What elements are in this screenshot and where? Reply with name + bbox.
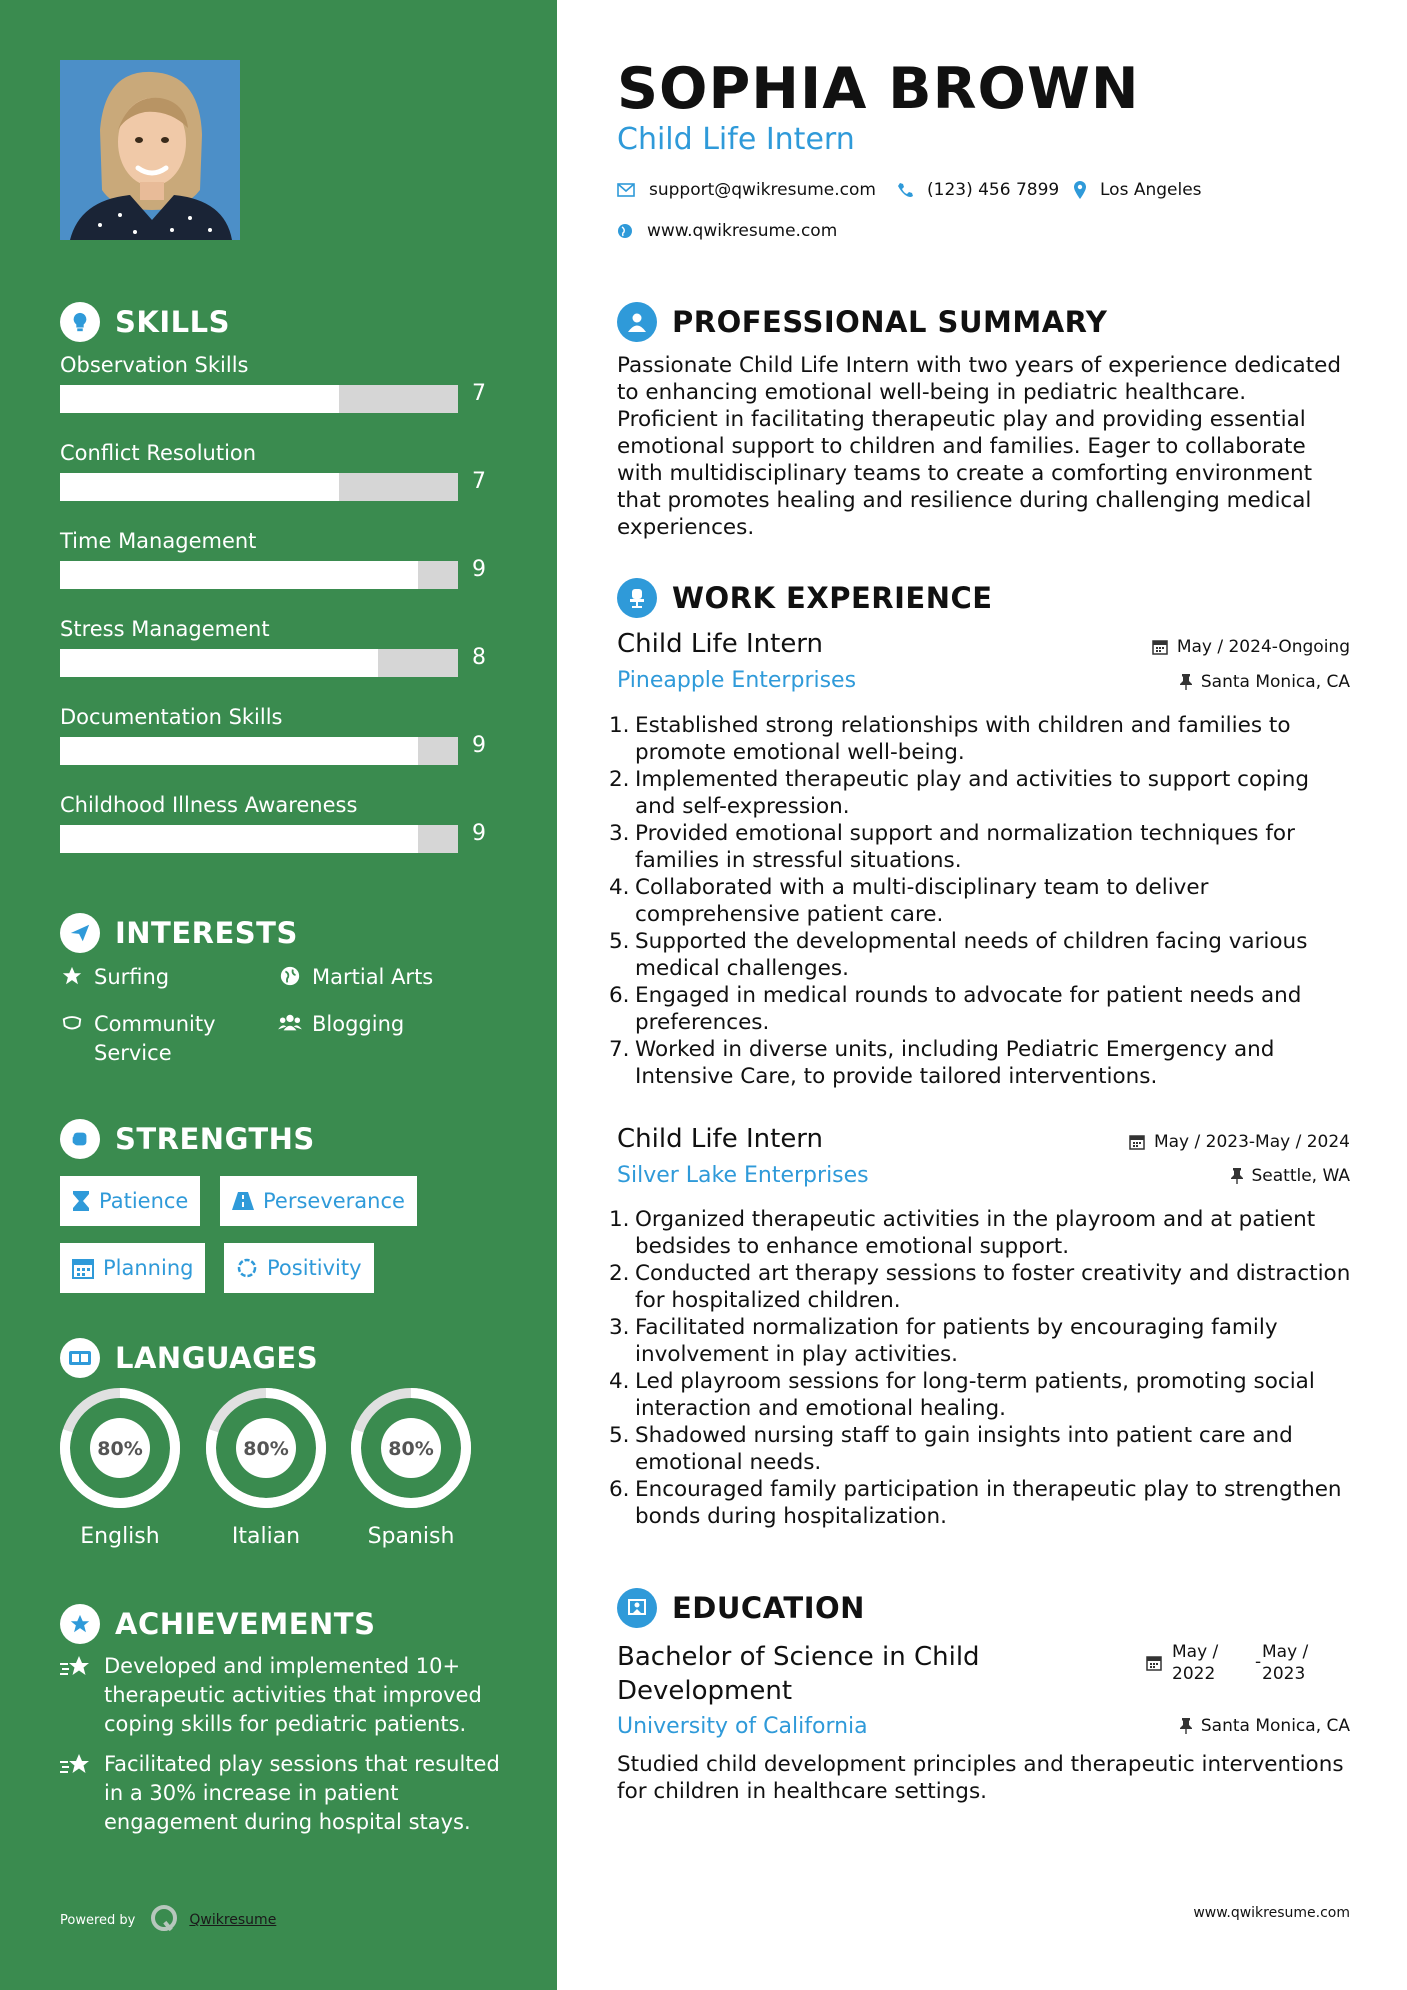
skill-bar-fill: [60, 737, 418, 765]
language-item: [204, 1386, 328, 1549]
contact-website[interactable]: [617, 221, 837, 241]
job-bullets: [609, 1206, 1352, 1530]
location-text: Los Angeles: [1100, 180, 1202, 200]
edu-date-start: May / 2022: [1172, 1642, 1219, 1684]
skill-value: 9: [472, 821, 486, 846]
interest-label: Community Service: [94, 1012, 216, 1065]
achievement-text: Developed and implemented 10+ therapeutic activities that improved coping skills for pediatric patients.: [104, 1654, 482, 1736]
website-text: www.qwikresume.com: [647, 221, 838, 241]
users-icon: [278, 1010, 302, 1034]
skill-name: Observation Skills: [60, 353, 249, 377]
job-location: [1231, 1166, 1351, 1186]
education-title: EDUCATION: [672, 1591, 865, 1625]
skill-name: Time Management: [60, 529, 257, 553]
skill-value: 8: [472, 645, 486, 670]
interests-heading: [60, 913, 298, 953]
skill-item: [60, 617, 500, 670]
sidebar: [0, 0, 557, 1990]
interest-label: Martial Arts: [312, 965, 434, 989]
strength-patience: [60, 1176, 200, 1226]
list-item: 3. Provided emotional support and normalization techniques for families in stressful situations.: [609, 821, 1295, 873]
achievements-title: ACHIEVEMENTS: [115, 1607, 376, 1641]
list-item: 6. Encouraged family participation in therapeutic play to strengthen bonds during hospitalization.: [609, 1477, 1342, 1529]
phone-icon: [897, 182, 913, 198]
language-name: English: [80, 1524, 160, 1549]
skill-value: 9: [472, 733, 486, 758]
calendar-icon: [1152, 639, 1168, 655]
skill-name: Childhood Illness Awareness: [60, 793, 358, 817]
language-ring: [58, 1386, 182, 1510]
qwikresume-link[interactable]: Qwikresume: [189, 1912, 277, 1928]
skill-name: Documentation Skills: [60, 705, 283, 729]
map-marker-icon: [1074, 181, 1086, 199]
paper-plane-icon: [60, 913, 100, 953]
job-bullets: [609, 712, 1352, 1090]
skill-item: [60, 705, 500, 758]
pushpin-icon: [1180, 674, 1192, 690]
calendar-icon: [72, 1257, 94, 1279]
degree-title: [617, 1640, 980, 1708]
skill-item: [60, 353, 500, 406]
list-item: 2. Conducted art therapy sessions to foster creativity and distraction for hospitalized children.: [609, 1261, 1351, 1313]
skill-bar: [60, 385, 458, 413]
strength-planning: [60, 1243, 205, 1293]
edu-date-separator: -: [1255, 1652, 1262, 1672]
star-icon: [60, 963, 84, 987]
education-description: Studied child development principles and therapeutic interventions for children in healthcare settings.: [617, 1752, 1344, 1804]
calendar-icon: [1129, 1134, 1145, 1150]
interests-title: INTERESTS: [115, 916, 298, 950]
strength-label: Planning: [103, 1256, 194, 1280]
skills-title: SKILLS: [115, 305, 230, 339]
list-item: 7. Worked in diverse units, including Pediatric Emergency and Intensive Care, to provide tailored interventions.: [609, 1037, 1275, 1089]
achievement-item: [60, 1652, 510, 1739]
shooting-star-icon: [60, 1652, 92, 1739]
skill-item: [60, 441, 500, 494]
job-location-text: Seattle, WA: [1251, 1166, 1350, 1186]
skills-heading: [60, 302, 230, 342]
degree-line: Development: [617, 1676, 793, 1706]
interest-label: Surfing: [94, 965, 170, 989]
lightbulb-icon: [60, 302, 100, 342]
globe-icon: [617, 223, 633, 239]
job-location: [1180, 672, 1350, 692]
fist-icon: [60, 1119, 100, 1159]
candidate-name: SOPHIA BROWN: [617, 56, 1140, 122]
job-date-text: May / 2024-Ongoing: [1176, 637, 1350, 657]
summary-title: PROFESSIONAL SUMMARY: [672, 305, 1108, 339]
star-badge-icon: [60, 1604, 100, 1644]
hourglass-icon: [72, 1190, 90, 1212]
language-icon: [60, 1338, 100, 1378]
globe-icon: [278, 963, 302, 987]
job-company: Silver Lake Enterprises: [617, 1163, 869, 1188]
contact-email[interactable]: [617, 180, 876, 200]
skill-item: [60, 793, 500, 846]
skill-name: Stress Management: [60, 617, 270, 641]
job-location-text: Santa Monica, CA: [1200, 672, 1350, 692]
job-date-text: May / 2023-May / 2024: [1153, 1132, 1350, 1152]
strengths-heading: [60, 1119, 315, 1159]
language-name: Italian: [231, 1524, 301, 1549]
skill-value: 7: [472, 469, 486, 494]
graduation-icon: [617, 1588, 657, 1628]
school-name: University of California: [617, 1714, 868, 1739]
envelope-icon: [617, 183, 635, 197]
shooting-star-icon: [60, 1750, 92, 1837]
education-heading: [617, 1588, 865, 1628]
job-title: Child Life Intern: [617, 629, 824, 659]
language-name: Spanish: [367, 1524, 455, 1549]
profile-photo: [60, 60, 240, 240]
skill-bar-fill: [60, 825, 418, 853]
candidate-role: Child Life Intern: [617, 122, 855, 157]
strengths-title: STRENGTHS: [115, 1122, 315, 1156]
circle-notch-icon: [236, 1257, 258, 1279]
job-date: [1152, 637, 1350, 657]
strength-label: Perseverance: [263, 1189, 405, 1213]
skill-bar: [60, 649, 458, 677]
list-item: 4. Collaborated with a multi-disciplinary team to deliver comprehensive patient care.: [609, 875, 1209, 927]
interest-item: [60, 963, 260, 992]
skill-bar: [60, 561, 458, 589]
degree-line: Bachelor of Science in Child: [617, 1642, 980, 1672]
experience-heading: [617, 578, 993, 618]
job-company: Pineapple Enterprises: [617, 668, 857, 693]
phone-text: (123) 456 7899: [927, 180, 1060, 200]
skill-bar: [60, 825, 458, 853]
language-ring: [204, 1386, 328, 1510]
skill-name: Conflict Resolution: [60, 441, 257, 465]
summary-heading: [617, 302, 1107, 342]
achievement-item: [60, 1750, 510, 1837]
language-item: [58, 1386, 182, 1549]
skill-value: 9: [472, 557, 486, 582]
list-item: 5. Supported the developmental needs of children facing various medical challenges.: [609, 929, 1308, 981]
strength-label: Positivity: [267, 1256, 362, 1280]
language-percent: 80%: [97, 1438, 143, 1460]
road-icon: [232, 1191, 254, 1211]
strength-perseverance: [220, 1176, 417, 1226]
briefcase-chair-icon: [617, 578, 657, 618]
pushpin-icon: [1180, 1718, 1192, 1734]
list-item: 1. Established strong relationships with children and families to promote emotional well-being.: [609, 713, 1291, 765]
summary-text: Passionate Child Life Intern with two years of experience dedicated to enhancing emotional well-being in pediatric healthcare. Proficient in facilitating therapeutic play and providing essential emotional support to children and families. Eager to collaborate with multidisciplinary teams to create a comforting environment that promotes healing and resilience during challenging medical experiences.: [617, 353, 1341, 540]
job-title: Child Life Intern: [617, 1124, 824, 1154]
language-percent: 80%: [243, 1438, 289, 1460]
qwikresume-logo-icon: [149, 1903, 179, 1937]
email-text: support@qwikresume.com: [649, 180, 876, 200]
edu-location-text: Santa Monica, CA: [1200, 1716, 1350, 1736]
pushpin-icon: [1231, 1168, 1243, 1184]
achievement-text: Facilitated play sessions that resulted in a 30% increase in patient engagement during hospital stays.: [104, 1752, 500, 1834]
skill-bar: [60, 473, 458, 501]
language-item: [349, 1386, 473, 1549]
languages-title: LANGUAGES: [115, 1341, 319, 1375]
footer-url[interactable]: www.qwikresume.com: [1193, 1905, 1350, 1921]
list-item: 2. Implemented therapeutic play and activities to support coping and self-expression.: [609, 767, 1309, 819]
languages-heading: [60, 1338, 318, 1378]
language-ring: [349, 1386, 473, 1510]
interest-label: Blogging: [312, 1012, 405, 1036]
list-item: 3. Facilitated normalization for patients by encouraging family involvement in play activities.: [609, 1315, 1278, 1367]
list-item: 4. Led playroom sessions for long-term patients, promoting social interaction and emotional healing.: [609, 1369, 1315, 1421]
edu-calendar-icon: [1146, 1655, 1162, 1675]
language-percent: 80%: [388, 1438, 434, 1460]
user-icon: [617, 302, 657, 342]
edu-date-end: May / 2023: [1262, 1642, 1309, 1684]
powered-by-label: Powered by: [60, 1912, 136, 1928]
list-item: 5. Shadowed nursing staff to gain insights into patient care and emotional needs.: [609, 1423, 1293, 1475]
skill-bar-fill: [60, 649, 378, 677]
skill-bar-fill: [60, 473, 339, 501]
skill-value: 7: [472, 381, 486, 406]
handshake-icon: [60, 1010, 84, 1034]
list-item: 1. Organized therapeutic activities in the playroom and at patient bedsides to enhance emotional support.: [609, 1207, 1316, 1259]
achievements-heading: [60, 1604, 375, 1644]
edu-location: [1180, 1716, 1350, 1736]
job-date: [1129, 1132, 1350, 1152]
skill-bar-fill: [60, 385, 339, 413]
powered-by: [60, 1903, 276, 1937]
experience-title: WORK EXPERIENCE: [672, 581, 993, 615]
skill-bar: [60, 737, 458, 765]
skill-item: [60, 529, 500, 582]
contact-location: [1074, 180, 1202, 200]
interest-item: [60, 1010, 260, 1068]
skill-bar-fill: [60, 561, 418, 589]
strength-label: Patience: [99, 1189, 189, 1213]
interest-item: [278, 963, 498, 992]
interest-item: [278, 1010, 498, 1039]
contact-phone[interactable]: [897, 180, 1059, 200]
list-item: 6. Engaged in medical rounds to advocate for patient needs and preferences.: [609, 983, 1302, 1035]
strength-positivity: [224, 1243, 374, 1293]
